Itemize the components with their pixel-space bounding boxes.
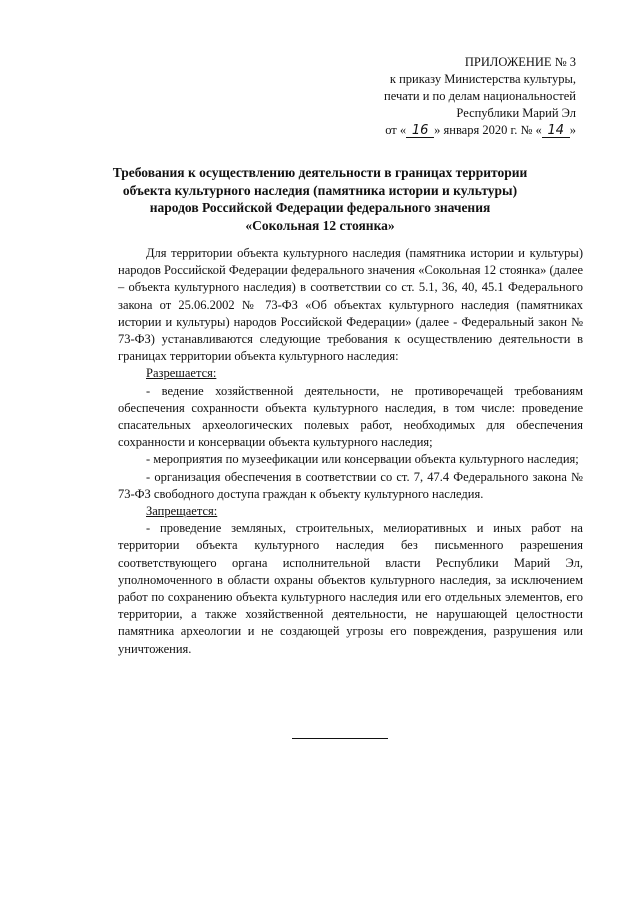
title-line-4: «Сокольная 12 стоянка»	[245, 217, 395, 233]
forbidden-item: - проведение земляных, строительных, мелиоративных и иных работ на территории объекта культурного наследия без письменного разрешения соответствующего органа исполнительной власти Республики Марий Эл, уполномоченного в области охраны объектов культурного наследия, за исключением работ по сохранению объекта культурного наследия или его отдельных элементов, его территории, а также хозяйственной деятельности, не нарушающей целостности памятника археологии и не создающей угрозы его повреждения, разрушения или уничтожения.	[118, 521, 583, 656]
intro-paragraph: Для территории объекта культурного наследия (памятника истории и культуры) народов Российской Федерации федерального значения «Сокольная 12 стоянка» (далее – объекта культурного наследия) в соответствии со ст. 5.1, 36, 40, 45.1 Федерального закона от 25.06.2002 № 73-ФЗ «Об объектах культурного наследия (памятниках истории и культуры) народов Российской Федерации» (далее - Федеральный закон № 73-ФЗ) устанавливаются следующие требования к осуществлению деятельности в границах территории объекта культурного наследия:	[118, 246, 583, 364]
date-suffix: »	[569, 123, 576, 137]
appendix-number: ПРИЛОЖЕНИЕ № 3	[464, 55, 576, 69]
title-line-1: Требования к осуществлению деятельности в границах территории	[112, 165, 528, 180]
date-middle: » января 2020 г. № «	[434, 123, 542, 137]
order-reference-line-2: печати и по делам национальностей	[384, 89, 576, 103]
forbidden-heading: Запрещается:	[146, 504, 218, 519]
appendix-header	[276, 54, 576, 139]
handwritten-number: 14	[542, 125, 570, 138]
order-date-line	[276, 122, 576, 139]
allowed-heading: Разрешается:	[146, 366, 217, 381]
end-separator-line	[292, 738, 388, 739]
document-title	[80, 164, 560, 234]
order-reference-line-1: к приказу Министерства культуры,	[389, 72, 576, 86]
order-reference-line-3: Республики Марий Эл	[456, 106, 576, 120]
handwritten-day: 16	[406, 125, 434, 138]
allowed-item: - ведение хозяйственной деятельности, не противоречащей требованиям обеспечения сохранности объекта культурного наследия, в том числе: проведение спасательных археологических полевых работ, необходимых для обеспечения сохранности и консервации объекта культурного наследия;	[118, 383, 583, 450]
title-line-3: народов Российской Федерации федерального значения	[149, 200, 491, 215]
document-body	[118, 245, 583, 658]
date-prefix: от «	[385, 123, 407, 137]
title-line-2: объекта культурного наследия (памятника истории и культуры)	[122, 182, 518, 198]
allowed-item: - мероприятия по музеефикации или консервации объекта культурного наследия;	[146, 452, 579, 467]
allowed-item: - организация обеспечения в соответствии со ст. 7, 47.4 Федерального закона № 73-ФЗ свободного доступа граждан к объекту культурного наследия.	[118, 469, 583, 501]
